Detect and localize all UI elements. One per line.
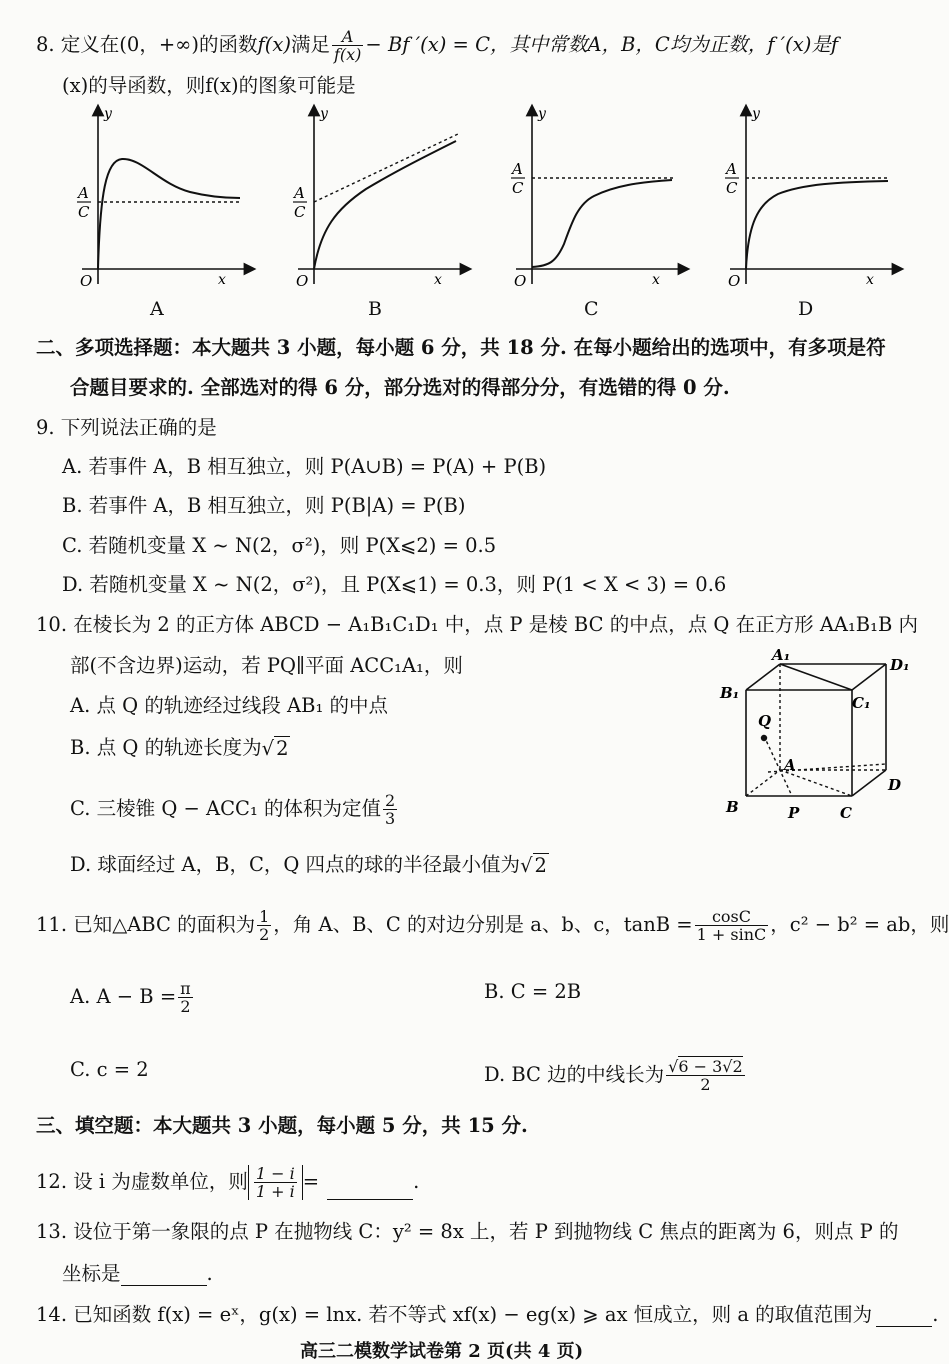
q13-line2: [62, 1262, 213, 1286]
q10-option-b: [70, 736, 290, 761]
cube-label-c: C: [840, 804, 852, 822]
q11-option-a: [70, 980, 195, 1015]
cube-label-c1: C₁: [852, 694, 871, 712]
q10-option-c-frac: [383, 792, 397, 827]
q14-answer-blank[interactable]: [876, 1306, 932, 1327]
graph-b: [276, 104, 476, 294]
q8-satisfies: 满足: [290, 33, 330, 56]
graph-a-curve: [98, 159, 240, 269]
cube-label-b: B: [726, 798, 739, 816]
q11-option-a-den: 2: [180, 997, 191, 1016]
q12-pre: 12. 设 i 为虚数单位，则: [36, 1170, 248, 1193]
q12-den: 1 + i: [255, 1182, 295, 1201]
cube-figure: [712, 646, 922, 830]
q10-line2: 部(不含边界)运动，若 PQ∥平面 ACC₁A₁，则: [70, 654, 463, 677]
q12-frac: [254, 1165, 297, 1200]
q13-answer-blank[interactable]: [121, 1265, 207, 1286]
q11-option-a-text: A. A − B =: [70, 985, 177, 1008]
q9-stem: 9. 下列说法正确的是: [36, 416, 217, 439]
q11-option-b: B. C = 2B: [484, 980, 582, 1003]
q11-area-frac: [257, 908, 271, 943]
graph-b-asymptote: [314, 134, 458, 202]
q12-line: [36, 1165, 419, 1200]
q8-line1-pre: 8. 定义在(0，+∞)的函数: [36, 33, 258, 56]
graph-b-curve: [314, 141, 456, 269]
graph-c-asym-num: A: [512, 160, 523, 178]
section2-line2: 合题目要求的. 全部选对的得 6 分，部分选对的得部分分，有选错的得 0 分.: [70, 376, 730, 399]
graph-b-label: B: [368, 298, 382, 320]
page-footer: 高三二模数学试卷第 2 页(共 4 页): [300, 1341, 584, 1362]
cube-label-q: Q: [758, 712, 772, 730]
graph-d-asym-num: A: [726, 160, 737, 178]
graph-c-label: C: [584, 298, 599, 320]
q14-text: 14. 已知函数 f(x) = eˣ，g(x) = lnx. 若不等式 xf(x) − eg(x) ⩾ ax 恒成立，则 a 的取值范围为: [36, 1303, 873, 1326]
q13-line1: 13. 设位于第一象限的点 P 在抛物线 C：y² = 8x 上，若 P 到抛物线 C 焦点的距离为 6，则点 P 的: [36, 1220, 899, 1243]
q9-option-b: B. 若事件 A，B 相互独立，则 P(B|A) = P(B): [62, 494, 466, 517]
q8-line1-mid: − Bf ′(x) = C，其中常数: [365, 33, 588, 56]
q10-option-c-den: 3: [384, 809, 396, 828]
q10-option-d-text: D. 球面经过 A，B，C，Q 四点的球的半径最小值为: [70, 853, 521, 876]
cube-label-d1: D₁: [890, 656, 910, 674]
graph-c-asym-den: C: [512, 179, 524, 197]
graph-a-x-label: x: [218, 272, 226, 288]
q11-option-d-frac: [666, 1058, 745, 1093]
q10-option-c: [70, 792, 399, 827]
q8-consts: A，B，C: [587, 33, 670, 56]
q12-answer-blank[interactable]: [327, 1179, 413, 1200]
q10-option-b-text: B. 点 Q 的轨迹长度为: [70, 736, 262, 759]
q14-end: .: [932, 1303, 939, 1326]
q13-end: .: [206, 1262, 213, 1285]
q9-option-a: A. 若事件 A，B 相互独立，则 P(A∪B) = P(A) + P(B): [62, 455, 547, 478]
q11-option-d-text: D. BC 边的中线长为: [484, 1063, 665, 1086]
section3-line: 三、填空题：本大题共 3 小题，每小题 5 分，共 15 分.: [36, 1114, 528, 1137]
graph-b-x-label: x: [434, 272, 442, 288]
q13-line2-text: 坐标是: [62, 1262, 121, 1285]
q8-fx: f(x): [257, 33, 291, 56]
graph-d-asym-den: C: [726, 179, 738, 197]
q11-option-d-den: 2: [700, 1075, 711, 1094]
graph-c: [494, 104, 694, 294]
graph-d-x-label: x: [866, 272, 874, 288]
q8-frac-num: A: [332, 28, 363, 46]
q12-num: 1 − i: [255, 1164, 295, 1183]
q10-option-d-sqrt: √ 2: [520, 853, 547, 877]
q11-option-d: [484, 1058, 747, 1093]
q11-option-a-num: π: [180, 979, 191, 998]
q11-area-num: 1: [259, 907, 270, 926]
q10-option-a: A. 点 Q 的轨迹经过线段 AB₁ 的中点: [70, 694, 388, 717]
q8-fraction: [332, 28, 363, 63]
q14-line: [36, 1303, 938, 1327]
q11-tan-frac: [695, 908, 769, 943]
graph-a: [60, 104, 260, 294]
graph-b-origin: O: [296, 272, 309, 290]
cube-label-d: D: [888, 776, 902, 794]
q8-frac-den: f(x): [333, 45, 362, 64]
q10-option-c-num: 2: [384, 791, 396, 810]
q10-option-b-rad: 2: [276, 736, 289, 760]
q8-line1: [36, 28, 838, 63]
graph-a-origin: O: [80, 272, 93, 290]
q11-stem-post: ，c² − b² = ab，则: [770, 913, 949, 936]
graph-d: [708, 104, 908, 294]
graph-b-asym-num: A: [294, 184, 305, 202]
q11-area-den: 2: [259, 925, 270, 944]
q10-option-b-sqrt: √ 2: [261, 736, 289, 760]
graph-b-asym-den: C: [294, 203, 306, 221]
graph-a-asym-den: C: [78, 203, 90, 221]
cube-label-b1: B₁: [720, 684, 740, 702]
cube-label-a1: A₁: [772, 646, 791, 664]
q10-option-d: [70, 853, 549, 878]
q8-line2: (x)的导函数，则f(x)的图象可能是: [62, 74, 356, 97]
graph-c-curve: [532, 180, 672, 267]
graph-d-label: D: [798, 298, 814, 320]
q11-stem: [36, 908, 949, 943]
q11-stem-mid: ，角 A、B、C 的对边分别是 a、b、c，tanB =: [273, 913, 693, 936]
graph-d-curve: [746, 181, 888, 269]
graph-d-y-label: y: [752, 106, 760, 122]
graph-d-origin: O: [728, 272, 741, 290]
q12-end: .: [413, 1170, 420, 1193]
section2-line1: 二、多项选择题：本大题共 3 小题，每小题 6 分，共 18 分. 在每小题给出的选项中，有多项是符: [36, 336, 886, 359]
graph-a-asym-num: A: [78, 184, 89, 202]
q11-stem-pre: 11. 已知△ABC 的面积为: [36, 913, 256, 936]
graph-c-origin: O: [514, 272, 527, 290]
cube-label-a: A: [784, 756, 796, 774]
q11-option-d-num: √6 − 3√2: [668, 1057, 743, 1076]
q11-option-a-frac: [178, 980, 193, 1015]
q11-option-c: C. c = 2: [70, 1058, 149, 1081]
q10-option-c-text: C. 三棱锥 Q − ACC₁ 的体积为定值: [70, 797, 381, 820]
q12-equals: =: [302, 1170, 320, 1193]
q9-option-d: D. 若随机变量 X ~ N(2，σ²)，且 P(X⩽1) = 0.3，则 P(1 < X < 3) = 0.6: [62, 573, 727, 596]
q10-option-d-rad: 2: [534, 853, 547, 877]
cube-point-q: [761, 735, 767, 741]
q12-abs: [248, 1165, 303, 1200]
q11-tan-den: 1 + sinC: [696, 925, 767, 944]
q9-option-c: C. 若随机变量 X ~ N(2，σ²)，则 P(X⩽2) = 0.5: [62, 534, 497, 557]
q11-option-d-rad: 6 − 3√2: [678, 1057, 743, 1076]
graph-c-x-label: x: [652, 272, 660, 288]
graph-c-y-label: y: [538, 106, 546, 122]
q8-line1-post: 均为正数，f ′(x)是f: [669, 33, 839, 56]
q10-line1: 10. 在棱长为 2 的正方体 ABCD − A₁B₁C₁D₁ 中，点 P 是棱 BC 的中点，点 Q 在正方形 AA₁B₁B 内: [36, 613, 918, 636]
graph-a-label: A: [150, 298, 164, 320]
graph-a-y-label: y: [104, 106, 112, 122]
q11-tan-num: cosC: [695, 908, 769, 926]
graph-b-y-label: y: [320, 106, 328, 122]
cube-label-p: P: [788, 804, 800, 822]
